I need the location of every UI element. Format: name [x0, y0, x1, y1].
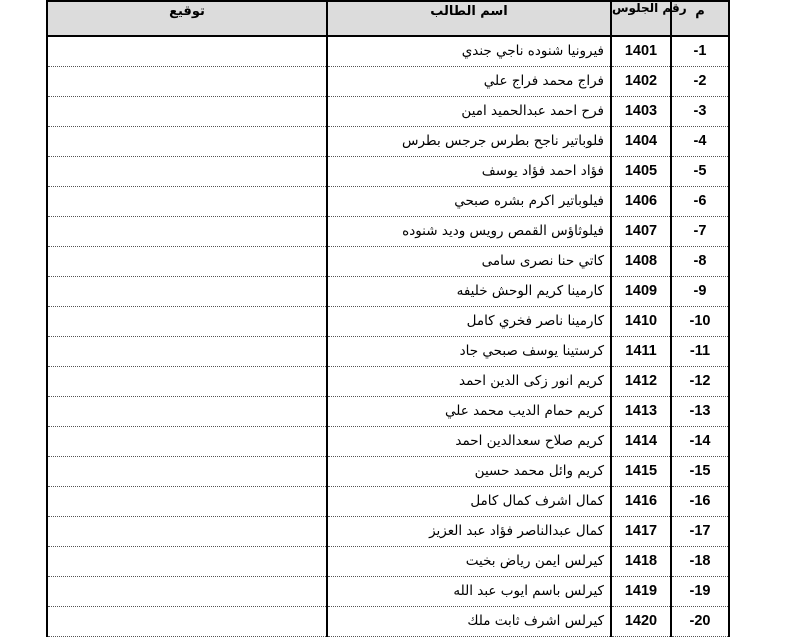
signature-cell[interactable]: [47, 516, 327, 546]
student-name-cell: كارمينا كريم الوحش خليفه: [327, 276, 611, 306]
signature-cell[interactable]: [47, 66, 327, 96]
student-name-cell: فيلوثاؤس القمص رويس وديد شنوده: [327, 216, 611, 246]
table-row: [47, 606, 729, 636]
row-index-cell: -7: [671, 216, 729, 246]
student-name-column-header: اسم الطالب: [327, 1, 611, 36]
signature-cell[interactable]: [47, 306, 327, 336]
seat-number-cell: 1406: [611, 186, 671, 216]
row-index-cell: -9: [671, 276, 729, 306]
table-row: [47, 456, 729, 486]
signature-cell[interactable]: [47, 276, 327, 306]
table-header-row: [47, 1, 729, 36]
seat-number-cell: 1414: [611, 426, 671, 456]
table-row: [47, 276, 729, 306]
table-row: [47, 426, 729, 456]
row-index-cell: -19: [671, 576, 729, 606]
table-row: [47, 516, 729, 546]
table-row: [47, 126, 729, 156]
table-row: [47, 576, 729, 606]
row-index-cell: -2: [671, 66, 729, 96]
seat-number-cell: 1404: [611, 126, 671, 156]
signature-cell[interactable]: [47, 216, 327, 246]
row-index-cell: -11: [671, 336, 729, 366]
student-name-cell: كيرلس ايمن رياض بخيت: [327, 546, 611, 576]
seat-number-cell: 1409: [611, 276, 671, 306]
row-index-cell: -20: [671, 606, 729, 636]
signature-cell[interactable]: [47, 426, 327, 456]
seat-number-cell: 1413: [611, 396, 671, 426]
signature-cell[interactable]: [47, 156, 327, 186]
row-index-cell: -18: [671, 546, 729, 576]
table-row: [47, 396, 729, 426]
index-column-header: م: [671, 1, 729, 36]
table-row: [47, 66, 729, 96]
signature-cell[interactable]: [47, 186, 327, 216]
signature-cell[interactable]: [47, 126, 327, 156]
seat-number-cell: 1418: [611, 546, 671, 576]
student-name-cell: كريم صلاح سعدالدين احمد: [327, 426, 611, 456]
seat-number-cell: 1416: [611, 486, 671, 516]
seat-number-cell: 1403: [611, 96, 671, 126]
row-index-cell: -1: [671, 36, 729, 66]
student-name-cell: كرستينا يوسف صبحي جاد: [327, 336, 611, 366]
row-index-cell: -8: [671, 246, 729, 276]
signature-cell[interactable]: [47, 546, 327, 576]
seat-number-cell: 1419: [611, 576, 671, 606]
table-row: [47, 366, 729, 396]
seat-number-cell: 1410: [611, 306, 671, 336]
row-index-cell: -10: [671, 306, 729, 336]
seat-number-cell: 1417: [611, 516, 671, 546]
student-name-cell: كيرلس اشرف ثابت ملك: [327, 606, 611, 636]
student-name-cell: فراج محمد فراج علي: [327, 66, 611, 96]
table-row: [47, 336, 729, 366]
signature-cell[interactable]: [47, 396, 327, 426]
seat-number-cell: 1408: [611, 246, 671, 276]
row-index-cell: -3: [671, 96, 729, 126]
seat-number-column-header: رقم الجلوس: [611, 1, 671, 36]
signature-cell[interactable]: [47, 246, 327, 276]
seat-number-cell: 1420: [611, 606, 671, 636]
table-row: [47, 156, 729, 186]
student-name-cell: فرح احمد عبدالحميد امين: [327, 96, 611, 126]
signature-cell[interactable]: [47, 486, 327, 516]
row-index-cell: -6: [671, 186, 729, 216]
table-row: [47, 96, 729, 126]
table-row: [47, 186, 729, 216]
attendance-sheet: [46, 0, 728, 629]
signature-cell[interactable]: [47, 336, 327, 366]
student-name-cell: فيلوباتير اكرم بشره صبحي: [327, 186, 611, 216]
row-index-cell: -4: [671, 126, 729, 156]
student-name-cell: فلوباتير ناجح بطرس جرجس بطرس: [327, 126, 611, 156]
table-row: [47, 486, 729, 516]
student-name-cell: كارمينا ناصر فخري كامل: [327, 306, 611, 336]
table-row: [47, 546, 729, 576]
student-name-cell: كاتي حنا نصرى سامى: [327, 246, 611, 276]
student-name-cell: كريم حمام الديب محمد علي: [327, 396, 611, 426]
seat-number-cell: 1412: [611, 366, 671, 396]
student-name-cell: كريم انور زكى الدين احمد: [327, 366, 611, 396]
table-row: [47, 216, 729, 246]
student-name-cell: كريم وائل محمد حسين: [327, 456, 611, 486]
row-index-cell: -12: [671, 366, 729, 396]
seat-number-cell: 1401: [611, 36, 671, 66]
seat-number-cell: 1402: [611, 66, 671, 96]
student-name-cell: كمال اشرف كمال كامل: [327, 486, 611, 516]
row-index-cell: -13: [671, 396, 729, 426]
seat-number-cell: 1411: [611, 336, 671, 366]
seat-number-cell: 1407: [611, 216, 671, 246]
student-name-cell: كيرلس باسم ايوب عبد الله: [327, 576, 611, 606]
student-name-cell: كمال عبدالناصر فؤاد عبد العزيز: [327, 516, 611, 546]
signature-cell[interactable]: [47, 606, 327, 636]
row-index-cell: -5: [671, 156, 729, 186]
signature-cell[interactable]: [47, 36, 327, 66]
student-name-cell: فؤاد احمد فؤاد يوسف: [327, 156, 611, 186]
table-row: [47, 306, 729, 336]
signature-cell[interactable]: [47, 366, 327, 396]
row-index-cell: -15: [671, 456, 729, 486]
student-name-cell: فيرونيا شنوده ناجي جندي: [327, 36, 611, 66]
seat-number-cell: 1415: [611, 456, 671, 486]
students-table: [46, 0, 730, 637]
signature-column-header: توقيع: [47, 1, 327, 36]
table-row: [47, 246, 729, 276]
seat-number-cell: 1405: [611, 156, 671, 186]
row-index-cell: -14: [671, 426, 729, 456]
row-index-cell: -16: [671, 486, 729, 516]
signature-cell[interactable]: [47, 456, 327, 486]
signature-cell[interactable]: [47, 576, 327, 606]
table-row: [47, 36, 729, 66]
signature-cell[interactable]: [47, 96, 327, 126]
row-index-cell: -17: [671, 516, 729, 546]
